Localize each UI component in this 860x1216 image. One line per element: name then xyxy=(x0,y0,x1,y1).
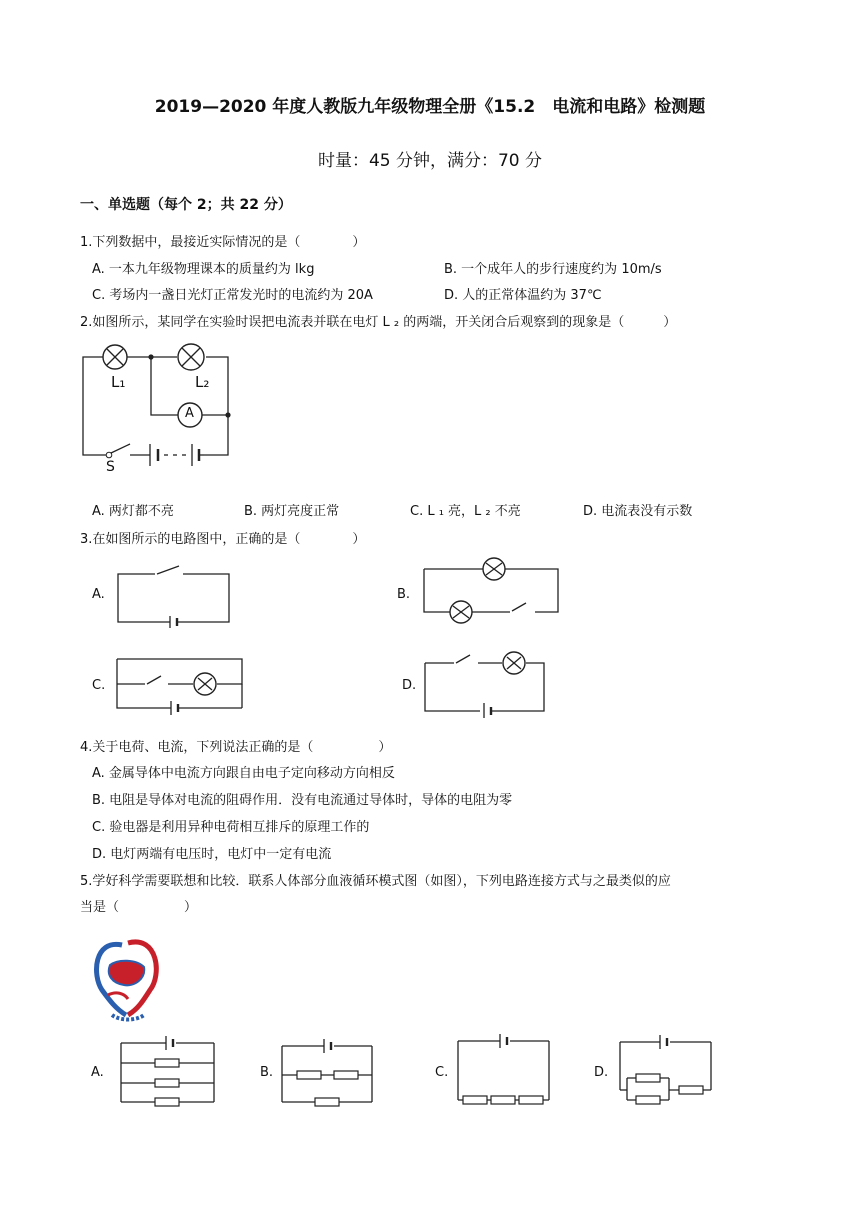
lamp-l1-icon xyxy=(103,345,127,369)
q3-option-d-label: D. xyxy=(402,678,417,693)
q3-option-a-label: A. xyxy=(92,587,105,602)
question-1-stem: 1.下列数据中，最接近实际情况的是（ ） xyxy=(80,235,366,250)
q5-option-b-label: B. xyxy=(260,1065,274,1080)
q5-circuit-b xyxy=(279,1036,379,1108)
question-5-stem-line1: 5.学好科学需要联想和比较．联系人体部分血液循环模式图（如图），下列电路连接方式与之最类似的应 xyxy=(80,874,671,889)
q1-option-c: C. 考场内一盏日光灯正常发光时的电流约为 20A xyxy=(92,288,373,303)
q1-option-d: D. 人的正常体温约为 37℃ xyxy=(444,288,602,303)
label-ammeter: A xyxy=(185,406,194,421)
q4-option-a: A. 金属导体中电流方向跟自由电子定向移动方向相反 xyxy=(92,766,395,781)
q1-option-b: B. 一个成年人的步行速度约为 10m/s xyxy=(444,262,662,277)
q3-circuit-d xyxy=(422,648,557,720)
battery-icon xyxy=(150,444,204,466)
section-heading: 一、单选题（每个 2；共 22 分） xyxy=(80,197,292,213)
q3-option-b-label: B. xyxy=(397,587,411,602)
document-title: 2019—2020 年度人教版九年级物理全册《15.2 电流和电路》检测题 xyxy=(154,97,706,117)
q2-option-d: D. 电流表没有示数 xyxy=(583,504,693,519)
blood-circulation-icon xyxy=(88,935,168,1025)
q4-option-c: C. 验电器是利用异种电荷相互排斥的原理工作的 xyxy=(92,820,370,835)
document-subtitle: 时量：45 分钟，满分：70 分 xyxy=(317,151,543,171)
q5-circuit-a xyxy=(118,1032,218,1108)
q2-option-b: B. 两灯亮度正常 xyxy=(244,504,340,519)
question-2-stem: 2.如图所示，某同学在实验时误把电流表并联在电灯 L ₂ 的两端，开关闭合后观察到的现象是（ ） xyxy=(80,315,677,330)
q5-circuit-d xyxy=(617,1036,717,1108)
question-3-stem: 3.在如图所示的电路图中，正确的是（ ） xyxy=(80,532,366,547)
q5-option-d-label: D. xyxy=(594,1065,609,1080)
lamp-l2-icon xyxy=(178,344,204,370)
q4-option-d: D. 电灯两端有电压时，电灯中一定有电流 xyxy=(92,847,332,862)
switch-icon xyxy=(106,444,150,458)
question-5-stem-line2: 当是（ ） xyxy=(80,900,198,915)
q4-option-b: B. 电阻是导体对电流的阻碍作用．没有电流通过导体时，导体的电阻为零 xyxy=(92,793,513,808)
question-4-stem: 4.关于电荷、电流，下列说法正确的是（ ） xyxy=(80,740,392,755)
q3-circuit-a xyxy=(115,563,235,633)
q5-option-c-label: C. xyxy=(435,1065,449,1080)
q1-option-a: A. 一本九年级物理课本的质量约为 lkg xyxy=(92,262,315,277)
q3-option-c-label: C. xyxy=(92,678,106,693)
q2-option-a: A. 两灯都不亮 xyxy=(92,504,174,519)
q2-option-c: C. L ₁ 亮，L ₂ 不亮 xyxy=(410,504,521,519)
label-l2: L₂ xyxy=(195,373,210,391)
q3-circuit-c xyxy=(113,655,248,720)
q5-circuit-c xyxy=(455,1033,555,1105)
label-l1: L₁ xyxy=(111,373,126,391)
label-switch: S xyxy=(106,459,115,475)
q5-option-a-label: A. xyxy=(91,1065,104,1080)
q2-circuit-diagram xyxy=(78,340,238,475)
q3-circuit-b xyxy=(420,556,565,626)
